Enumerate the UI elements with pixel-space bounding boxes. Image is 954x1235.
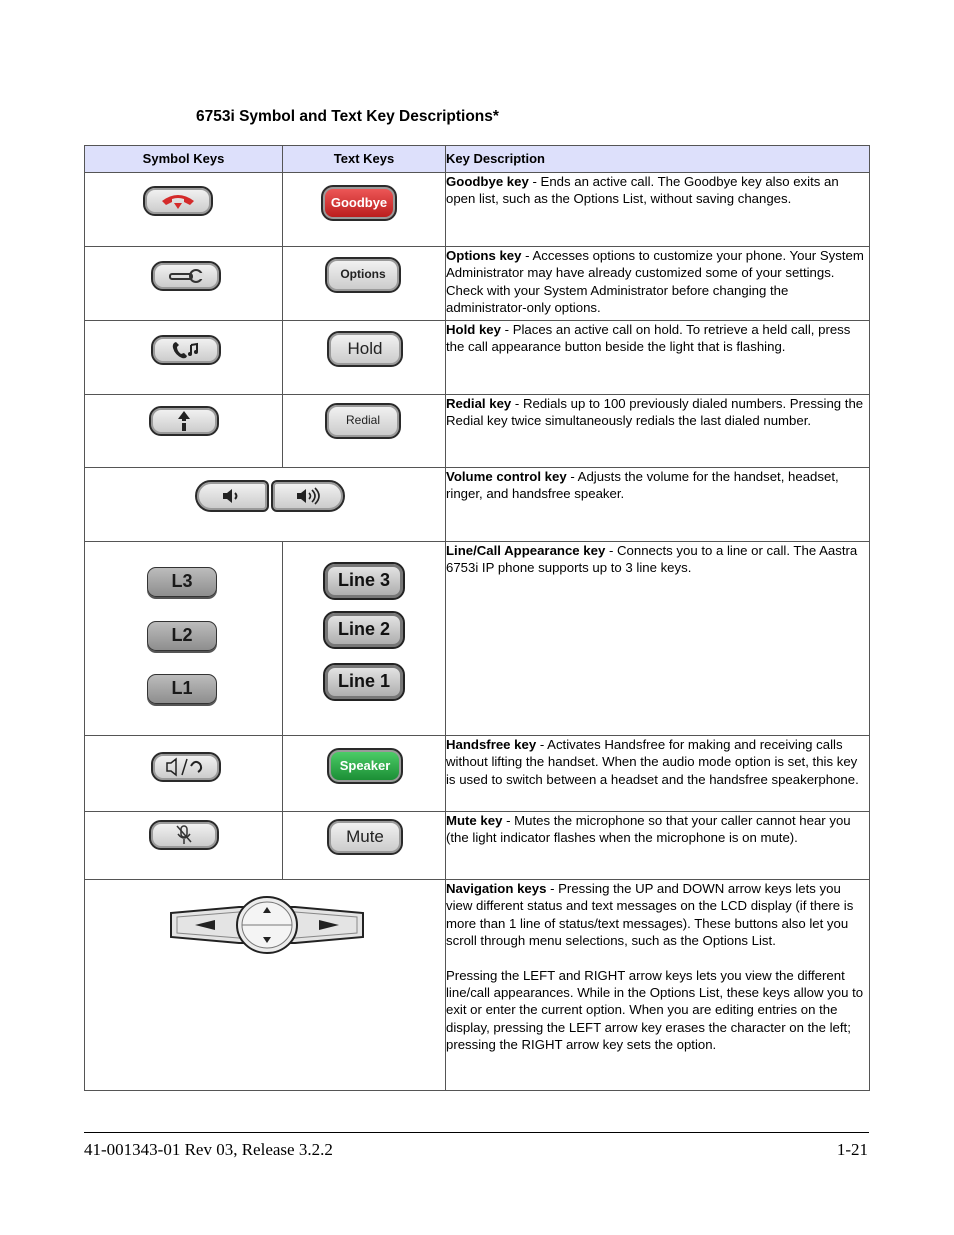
mute-key-label: Mute: [346, 827, 384, 847]
goodbye-key: [321, 185, 397, 221]
line-2-symbol-key: L2: [147, 621, 217, 651]
symbol-cell: [85, 468, 446, 542]
key-description: - Accesses options to customize your phone. Your System Administrator may have already customized some of your settings. Check with your System Administrator before changing the administrator-only options.: [446, 248, 864, 316]
table-header-row: [85, 146, 870, 173]
key-name: Goodbye key: [446, 174, 529, 189]
key-name: Options key: [446, 248, 522, 263]
options-key: [325, 257, 401, 293]
mic-mute-icon: [149, 820, 219, 850]
text-key-cell: [283, 736, 446, 812]
mute-key: [327, 819, 403, 855]
footer-divider: [84, 1132, 869, 1133]
key-description: - Redials up to 100 previously dialed numbers. Pressing the Redial key twice simultaneously redials the last dialed number.: [446, 396, 864, 429]
text-key-cell: [283, 173, 446, 247]
redial-key-label: Redial: [345, 413, 381, 428]
description-cell: [446, 468, 870, 542]
goodbye-key-label: Goodbye: [330, 195, 388, 211]
phone-hangup-icon: [143, 186, 213, 216]
header-key-description: Key Description: [446, 146, 870, 173]
symbol-cell: [85, 542, 283, 736]
description-cell: [446, 736, 870, 812]
description-cell: [446, 173, 870, 247]
table-title: 6753i Symbol and Text Key Descriptions*: [196, 108, 499, 125]
key-description: - Pressing the UP and DOWN arrow keys lets you view different status and text messages on the LCD display (if there is more than 1 line of status/text messages). These buttons also let you scroll through menu selections, such as the Options List.: [446, 881, 854, 949]
symbol-cell: [85, 736, 283, 812]
key-description: - Connects you to a line or call. The Aastra 6753i IP phone supports up to 3 line keys.: [446, 543, 858, 576]
speaker-key: [327, 748, 403, 784]
volume-down-key: [195, 480, 269, 512]
line-3-symbol-key: L3: [147, 567, 217, 597]
key-name: Redial key: [446, 396, 512, 411]
symbol-cell: [85, 247, 283, 321]
table-row: [85, 736, 870, 812]
key-description: - Activates Handsfree for making and receiving calls without lifting the handset. When the audio mode option is set, this key is used to switch between a headset and the handsfree speakerphone.: [446, 737, 859, 787]
key-name: Navigation keys: [446, 881, 547, 896]
text-key-cell: [283, 247, 446, 321]
table-row: [85, 173, 870, 247]
key-name: Hold key: [446, 322, 501, 337]
description-cell: [446, 880, 870, 1091]
key-description-continued: Pressing the LEFT and RIGHT arrow keys lets you view the different line/call appearances. While in the Options List, these keys allow you to exit or enter the current option. When you are editing entries on the display, pressing the LEFT arrow key erases the character on the left; pressing the RIGHT arrow key sets the option.: [446, 967, 864, 1053]
wrench-icon: [151, 261, 221, 291]
volume-icon: [195, 480, 347, 514]
navigation-pad-icon: [169, 895, 365, 955]
page-number: 1-21: [836, 1140, 868, 1159]
line-3-text-key: Line 3: [323, 562, 405, 600]
description-cell: [446, 321, 870, 395]
key-name: Volume control key: [446, 469, 567, 484]
text-key-cell: [283, 812, 446, 880]
speaker-key-label: Speaker: [339, 758, 391, 774]
key-name: Line/Call Appearance key: [446, 543, 606, 558]
symbol-cell: [85, 880, 446, 1091]
description-cell: [446, 542, 870, 736]
key-description: - Mutes the microphone so that your caller cannot hear you (the light indicator flashes when the microphone is on mute).: [446, 813, 851, 846]
symbol-cell: [85, 812, 283, 880]
volume-up-key: [271, 480, 345, 512]
options-key-label: Options: [340, 267, 386, 282]
description-cell: [446, 395, 870, 468]
key-descriptions-table: [84, 145, 870, 1091]
text-key-cell: [283, 542, 446, 736]
key-name: Handsfree key: [446, 737, 537, 752]
text-key-cell: [283, 321, 446, 395]
line-1-text-key: Line 1: [323, 663, 405, 701]
speaker-headset-icon: [151, 752, 221, 782]
key-description: - Places an active call on hold. To retrieve a held call, press the call appearance button beside the light that is flashing.: [446, 322, 851, 355]
table-row: [85, 468, 870, 542]
key-name: Mute key: [446, 813, 503, 828]
table-row: [85, 542, 870, 736]
line-2-text-key: Line 2: [323, 611, 405, 649]
hold-key: [327, 331, 403, 367]
key-description: - Adjusts the volume for the handset, headset, ringer, and handsfree speaker.: [446, 469, 839, 502]
symbol-cell: [85, 173, 283, 247]
table-row: [85, 247, 870, 321]
description-cell: [446, 812, 870, 880]
description-cell: [446, 247, 870, 321]
header-text-keys: Text Keys: [283, 146, 446, 173]
document-revision: 41-001343-01 Rev 03, Release 3.2.2: [84, 1140, 333, 1159]
phone-hold-icon: [151, 335, 221, 365]
line-1-symbol-key: L1: [147, 674, 217, 704]
table-row: [85, 395, 870, 468]
table-row: [85, 880, 870, 1091]
header-symbol-keys: Symbol Keys: [85, 146, 283, 173]
key-description: - Ends an active call. The Goodbye key also exits an open list, such as the Options List, without saving changes.: [446, 174, 839, 207]
table-row: [85, 812, 870, 880]
redial-key: [325, 403, 401, 439]
symbol-cell: [85, 395, 283, 468]
hold-key-label: Hold: [347, 339, 383, 359]
redial-arrow-icon: [149, 406, 219, 436]
text-key-cell: [283, 395, 446, 468]
table-row: [85, 321, 870, 395]
symbol-cell: [85, 321, 283, 395]
